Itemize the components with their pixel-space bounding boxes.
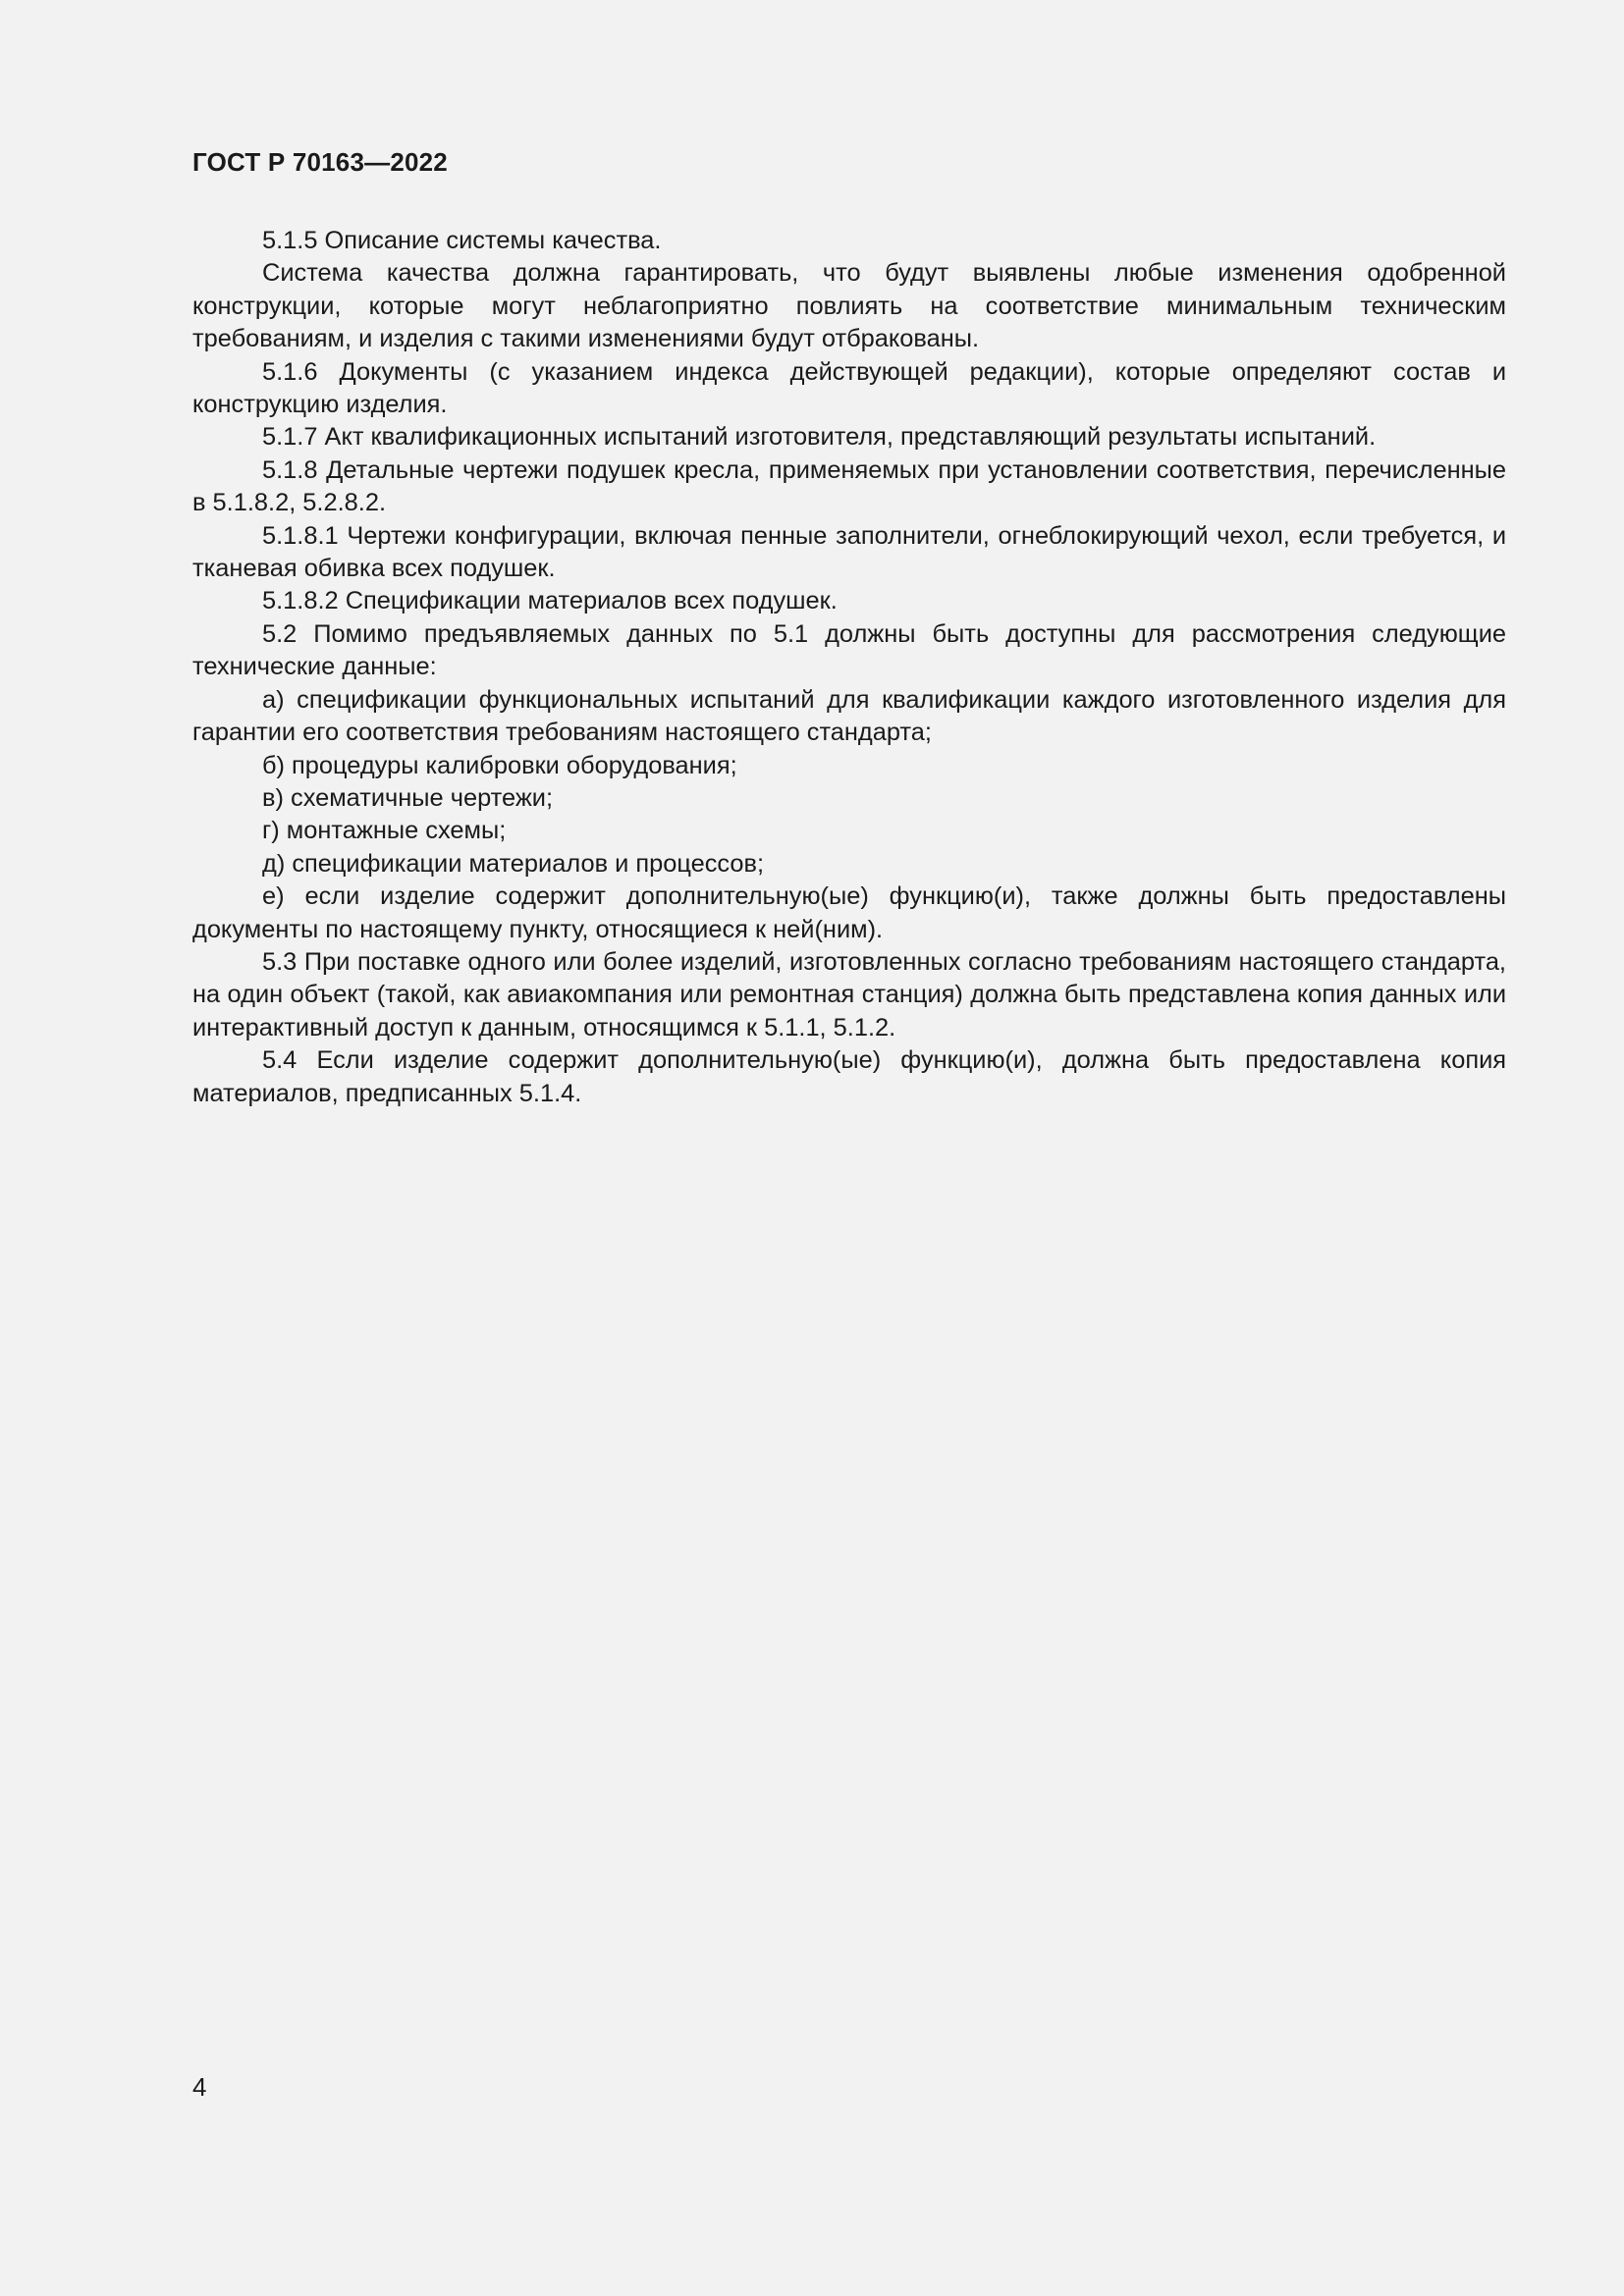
list-item-g: г) монтажные схемы; — [262, 817, 507, 845]
list-item-a: а) спецификации функциональных испытаний для квалификации каждого изготовленного изделия для гарантии его соответствия требованиям настоящего стандарта; — [192, 685, 1506, 747]
document-header: ГОСТ Р 70163—2022 — [192, 147, 448, 177]
paragraph-5-2: 5.2 Помимо предъявляемых данных по 5.1 должны быть доступны для рассмотрения следующие технические данные: — [192, 619, 1506, 681]
list-item-e: е) если изделие содержит дополнительную(ые) функцию(и), также должны быть предоставлены документы по настоящему пункту, относящиеся к ней(ним). — [192, 882, 1506, 943]
page-number: 4 — [192, 2072, 207, 2102]
paragraph-5-1-8-1: 5.1.8.1 Чертежи конфигурации, включая пенные заполнители, огнеблокирующий чехол, если требуется, и тканевая обивка всех подушек. — [192, 521, 1506, 583]
list-item-v: в) схематичные чертежи; — [262, 783, 554, 812]
list-item-d: д) спецификации материалов и процессов; — [262, 849, 765, 878]
paragraph-5-1-7: 5.1.7 Акт квалификационных испытаний изготовителя, представляющий результаты испытаний. — [262, 423, 1377, 452]
paragraph-quality-system: Система качества должна гарантировать, что будут выявлены любые изменения одобренной конструкции, которые могут неблагоприятно повлиять на соответствие минимальным техническим требованиям, и изделия с такими изменениями будут отбракованы. — [192, 259, 1506, 353]
paragraph-5-1-5: 5.1.5 Описание системы качества. — [262, 227, 662, 254]
document-body — [192, 225, 1506, 1110]
paragraph-5-4: 5.4 Если изделие содержит дополнительную(ые) функцию(и), должна быть предоставлена копия материалов, предписанных 5.1.4. — [192, 1046, 1506, 1107]
paragraph-5-1-8-2: 5.1.8.2 Спецификации материалов всех подушек. — [262, 587, 838, 615]
paragraph-5-1-6: 5.1.6 Документы (с указанием индекса действующей редакции), которые определяют состав и конструкцию изделия. — [192, 357, 1506, 419]
list-item-b: б) процедуры калибровки оборудования; — [262, 751, 737, 779]
paragraph-5-3: 5.3 При поставке одного или более изделий, изготовленных согласно требованиям настоящего стандарта, на один объект (такой, как авиакомпания или ремонтная станция) должна быть представлена копия данных или интерактивный доступ к данным, относящимся к 5.1.1, 5.1.2. — [192, 947, 1506, 1041]
paragraph-5-1-8: 5.1.8 Детальные чертежи подушек кресла, применяемых при установлении соответствия, перечисленные в 5.1.8.2, 5.2.8.2. — [192, 455, 1506, 517]
